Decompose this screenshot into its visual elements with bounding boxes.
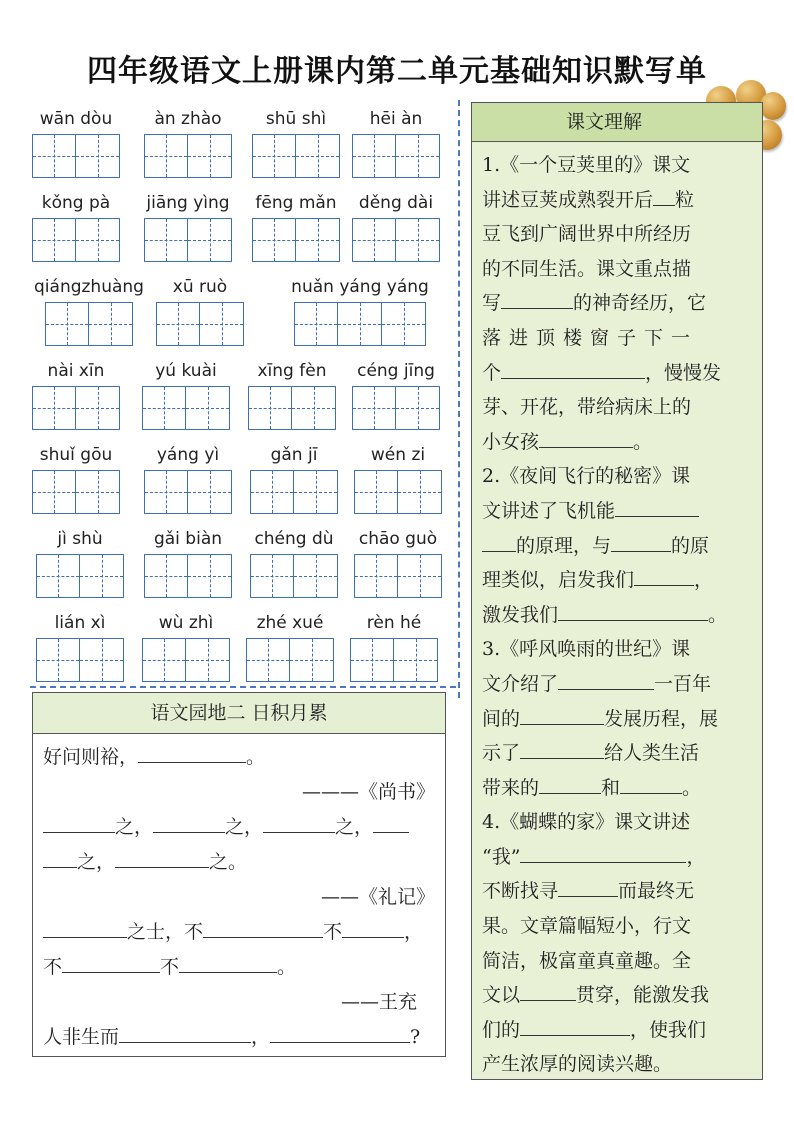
writing-boxes[interactable]	[352, 134, 440, 178]
fill-blank[interactable]	[373, 810, 409, 833]
pinyin-label: céng jīng	[357, 361, 435, 381]
q-text: 和	[601, 776, 621, 799]
q1-line: 的不同生活。课文重点描	[482, 257, 692, 280]
pinyin-grid-section	[28, 108, 448, 688]
garden-text: 之，	[77, 851, 116, 873]
writing-boxes[interactable]	[294, 302, 426, 346]
q-text: 不断找寻	[482, 880, 559, 903]
pinyin-label: nài xīn	[47, 361, 105, 381]
pinyin-group	[348, 108, 444, 178]
fill-blank[interactable]	[539, 425, 633, 448]
q-text: 。	[682, 776, 702, 799]
garden-source: ——王充	[340, 991, 417, 1013]
pinyin-group	[246, 444, 342, 514]
q1-line	[482, 356, 754, 391]
garden-text: 不	[160, 956, 180, 978]
writing-boxes[interactable]	[354, 470, 442, 514]
fill-blank[interactable]	[43, 845, 77, 868]
pinyin-label: rèn hé	[366, 613, 422, 633]
pinyin-group	[134, 192, 242, 262]
pinyin-label: xū ruò	[172, 277, 228, 297]
q-text: 贯穿，能激发我	[576, 984, 710, 1007]
garden-body	[33, 734, 445, 1055]
pinyin-group	[152, 276, 248, 346]
garden-text: 不	[43, 956, 63, 978]
q3-line	[482, 667, 754, 702]
pinyin-group	[32, 528, 128, 598]
garden-line	[43, 1020, 435, 1055]
fill-blank[interactable]	[615, 494, 699, 517]
q-text: 写	[482, 292, 502, 315]
pinyin-label: gǎi biàn	[153, 529, 223, 549]
q2-line	[482, 494, 754, 529]
garden-text: 。	[246, 746, 266, 768]
pinyin-label: gǎn jī	[270, 445, 318, 465]
garden-text: 人非生而	[43, 1026, 120, 1048]
pinyin-group	[246, 192, 346, 262]
fill-blank[interactable]	[62, 950, 160, 973]
fill-blank[interactable]	[520, 840, 686, 863]
fill-blank[interactable]	[43, 915, 127, 938]
fill-blank[interactable]	[270, 1020, 410, 1043]
q-text: 带来的	[482, 776, 540, 799]
q-text: 理类似，启发我们	[482, 569, 635, 592]
fill-blank[interactable]	[138, 740, 246, 763]
pinyin-group	[248, 108, 344, 178]
pinyin-label: jiāng yìng	[146, 193, 230, 213]
garden-text: 不	[323, 921, 343, 943]
writing-boxes[interactable]	[354, 554, 442, 598]
pinyin-label: àn zhào	[154, 109, 222, 129]
pinyin-label: shū shì	[265, 109, 327, 129]
writing-boxes[interactable]	[45, 302, 133, 346]
fill-blank[interactable]	[558, 667, 654, 690]
q-text: ，慢慢发	[645, 361, 722, 384]
writing-boxes[interactable]	[32, 470, 120, 514]
q-text: 文以	[482, 984, 521, 1007]
q1-line	[482, 425, 754, 460]
pinyin-group	[28, 108, 124, 178]
pinyin-group	[350, 444, 446, 514]
fill-blank[interactable]	[115, 845, 209, 868]
fill-blank[interactable]	[482, 529, 516, 552]
page-title: 四年级语文上册课内第二单元基础知识默写单	[87, 54, 707, 89]
panel-body	[472, 142, 762, 1082]
writing-boxes[interactable]	[352, 218, 440, 262]
garden-line	[43, 740, 435, 775]
writing-boxes[interactable]	[32, 386, 120, 430]
pinyin-group	[140, 108, 236, 178]
q4-line: 4.《蝴蝶的家》课文讲述	[482, 811, 691, 834]
q-text: “我”	[482, 845, 521, 868]
pinyin-group	[348, 360, 444, 430]
writing-boxes[interactable]	[144, 554, 232, 598]
fill-blank[interactable]	[179, 950, 277, 973]
q-text: 。	[633, 430, 653, 453]
q4-line: 产生浓厚的阅读兴趣。	[482, 1053, 673, 1076]
garden-text: ?	[410, 1026, 421, 1048]
fill-blank[interactable]	[203, 915, 323, 938]
fill-blank[interactable]	[119, 1020, 251, 1043]
writing-boxes[interactable]	[36, 638, 124, 682]
fill-blank[interactable]	[520, 736, 604, 759]
writing-boxes[interactable]	[246, 638, 334, 682]
q-text: ，	[694, 569, 714, 592]
q-text: 而最终无	[618, 880, 695, 903]
pinyin-group	[244, 360, 340, 430]
q-text: 激发我们	[482, 603, 559, 626]
pinyin-label: hēi àn	[369, 109, 423, 129]
pinyin-group	[28, 192, 124, 262]
pinyin-group	[346, 612, 442, 682]
fill-blank[interactable]	[558, 874, 618, 897]
q-text: 文讲述了飞机能	[482, 499, 616, 522]
pinyin-group	[140, 444, 236, 514]
q-text: 示了	[482, 742, 521, 765]
q-text: 粒	[675, 188, 695, 211]
fill-blank[interactable]	[501, 286, 573, 309]
q3-line	[482, 736, 754, 771]
garden-source: ——《礼记》	[320, 886, 435, 908]
pinyin-group	[242, 612, 338, 682]
fill-blank[interactable]	[43, 810, 115, 833]
pinyin-group	[348, 192, 444, 262]
writing-boxes[interactable]	[252, 134, 340, 178]
q-text: 的神奇经历，它	[573, 292, 707, 315]
pinyin-label: shuǐ gōu	[39, 445, 113, 465]
q4-line	[482, 874, 754, 909]
q4-line	[482, 1013, 754, 1048]
pinyin-label: chāo guò	[358, 529, 438, 549]
q-text: 文介绍了	[482, 672, 559, 695]
q4-line: 简洁，极富童真童趣。全	[482, 949, 692, 972]
garden-line	[43, 810, 435, 845]
pinyin-label: jì shù	[57, 529, 103, 549]
pinyin-label: lián xì	[54, 613, 106, 633]
writing-boxes[interactable]	[352, 386, 440, 430]
idiom-accumulation-box	[32, 692, 446, 1057]
fill-blank[interactable]	[539, 771, 601, 794]
fill-blank[interactable]	[520, 978, 576, 1001]
garden-line	[43, 845, 435, 880]
garden-line	[43, 950, 435, 985]
fill-blank[interactable]	[520, 1013, 630, 1036]
pinyin-group	[28, 360, 124, 430]
garden-text: 之，	[335, 816, 374, 838]
fill-blank[interactable]	[558, 598, 708, 621]
writing-boxes[interactable]	[142, 386, 230, 430]
writing-boxes[interactable]	[144, 134, 232, 178]
pinyin-group	[138, 360, 234, 430]
garden-text: ，	[404, 921, 424, 943]
q-text: 们的	[482, 1018, 521, 1041]
fill-blank[interactable]	[520, 702, 604, 725]
pinyin-group	[244, 528, 344, 598]
pinyin-label: wān dòu	[39, 109, 113, 129]
q-text: ，使我们	[630, 1018, 707, 1041]
garden-text: 。	[277, 956, 297, 978]
pinyin-label: kǒng pà	[41, 193, 111, 213]
q1-line: 芽、开花，带给病床上的	[482, 396, 692, 419]
q-text: 给人类生活	[604, 742, 700, 765]
q-text: 讲述豆荚成熟裂开后	[482, 188, 654, 211]
writing-boxes[interactable]	[156, 302, 244, 346]
garden-text: ，	[251, 1026, 271, 1048]
q2-line	[482, 563, 754, 598]
pinyin-label: xīng fèn	[257, 361, 327, 381]
q3-line	[482, 702, 754, 737]
q1-line: 落进顶楼窗子下一	[482, 326, 699, 349]
garden-source: ———《尚书》	[301, 781, 435, 803]
panel-heading: 课文理解	[472, 103, 762, 142]
pinyin-label: yáng yì	[156, 445, 220, 465]
writing-boxes[interactable]	[248, 386, 336, 430]
q-text: 的原理，与	[516, 534, 612, 557]
writing-boxes[interactable]	[32, 218, 120, 262]
pinyin-label: yú kuài	[155, 361, 217, 381]
pinyin-label: nuǎn yáng yáng	[291, 277, 429, 297]
garden-text: 之士，不	[127, 921, 204, 943]
q3-line	[482, 771, 754, 806]
q1-line: 1.《一个豆荚里的》课文	[482, 154, 691, 176]
writing-boxes[interactable]	[350, 638, 438, 682]
q1-line	[482, 183, 754, 218]
text-comprehension-panel	[471, 102, 763, 1080]
fill-blank[interactable]	[153, 810, 225, 833]
pinyin-label: wén zi	[370, 445, 426, 465]
writing-boxes[interactable]	[142, 638, 230, 682]
writing-boxes[interactable]	[144, 218, 232, 262]
q4-line	[482, 840, 754, 875]
q-text: 的原	[671, 534, 710, 557]
garden-text: 之。	[209, 851, 248, 873]
q2-line	[482, 598, 754, 633]
pinyin-group	[28, 444, 124, 514]
pinyin-group	[138, 528, 238, 598]
horizontal-divider	[30, 686, 456, 688]
q-text: 发展历程，展	[604, 707, 719, 730]
fill-blank[interactable]	[634, 563, 694, 586]
q-text: 个	[482, 361, 502, 384]
pinyin-label: fēng mǎn	[255, 193, 337, 213]
pinyin-label: qiángzhuàng	[34, 277, 144, 297]
q-text: 间的	[482, 707, 521, 730]
pinyin-group	[138, 612, 234, 682]
fill-blank[interactable]	[653, 183, 675, 206]
garden-line	[43, 915, 435, 950]
garden-text: 好问则裕，	[43, 746, 139, 768]
pinyin-label: zhé xué	[256, 613, 324, 633]
fill-blank[interactable]	[611, 529, 671, 552]
q2-line: 2.《夜间飞行的秘密》课	[482, 465, 691, 488]
pinyin-group	[348, 528, 448, 598]
writing-boxes[interactable]	[250, 470, 338, 514]
fill-blank[interactable]	[620, 771, 682, 794]
garden-text: 之，	[225, 816, 264, 838]
vertical-divider	[458, 100, 460, 698]
fill-blank[interactable]	[501, 356, 645, 379]
pinyin-group	[30, 276, 148, 346]
writing-boxes[interactable]	[250, 554, 338, 598]
writing-boxes[interactable]	[36, 554, 124, 598]
pinyin-label: děng dài	[358, 193, 434, 213]
q-text: ，	[686, 845, 706, 868]
pinyin-group	[32, 612, 128, 682]
pinyin-label: wù zhì	[158, 613, 214, 633]
garden-heading: 语文园地二 日积月累	[33, 693, 445, 734]
writing-boxes[interactable]	[252, 218, 340, 262]
q-text: 小女孩	[482, 430, 540, 453]
q3-line: 3.《呼风唤雨的世纪》课	[482, 638, 691, 661]
q-text: 一百年	[654, 672, 712, 695]
writing-boxes[interactable]	[32, 134, 120, 178]
pinyin-group	[280, 276, 440, 346]
q1-line	[482, 286, 754, 321]
fill-blank[interactable]	[263, 810, 335, 833]
garden-text: 之，	[115, 816, 154, 838]
pinyin-label: chéng dù	[254, 529, 334, 549]
q4-line: 果。文章篇幅短小，行文	[482, 915, 692, 938]
writing-boxes[interactable]	[144, 470, 232, 514]
q2-line	[482, 529, 754, 564]
q4-line	[482, 978, 754, 1013]
fill-blank[interactable]	[342, 915, 404, 938]
q1-line: 豆飞到广阔世界中所经历	[482, 223, 692, 246]
q-text: 。	[708, 603, 728, 626]
